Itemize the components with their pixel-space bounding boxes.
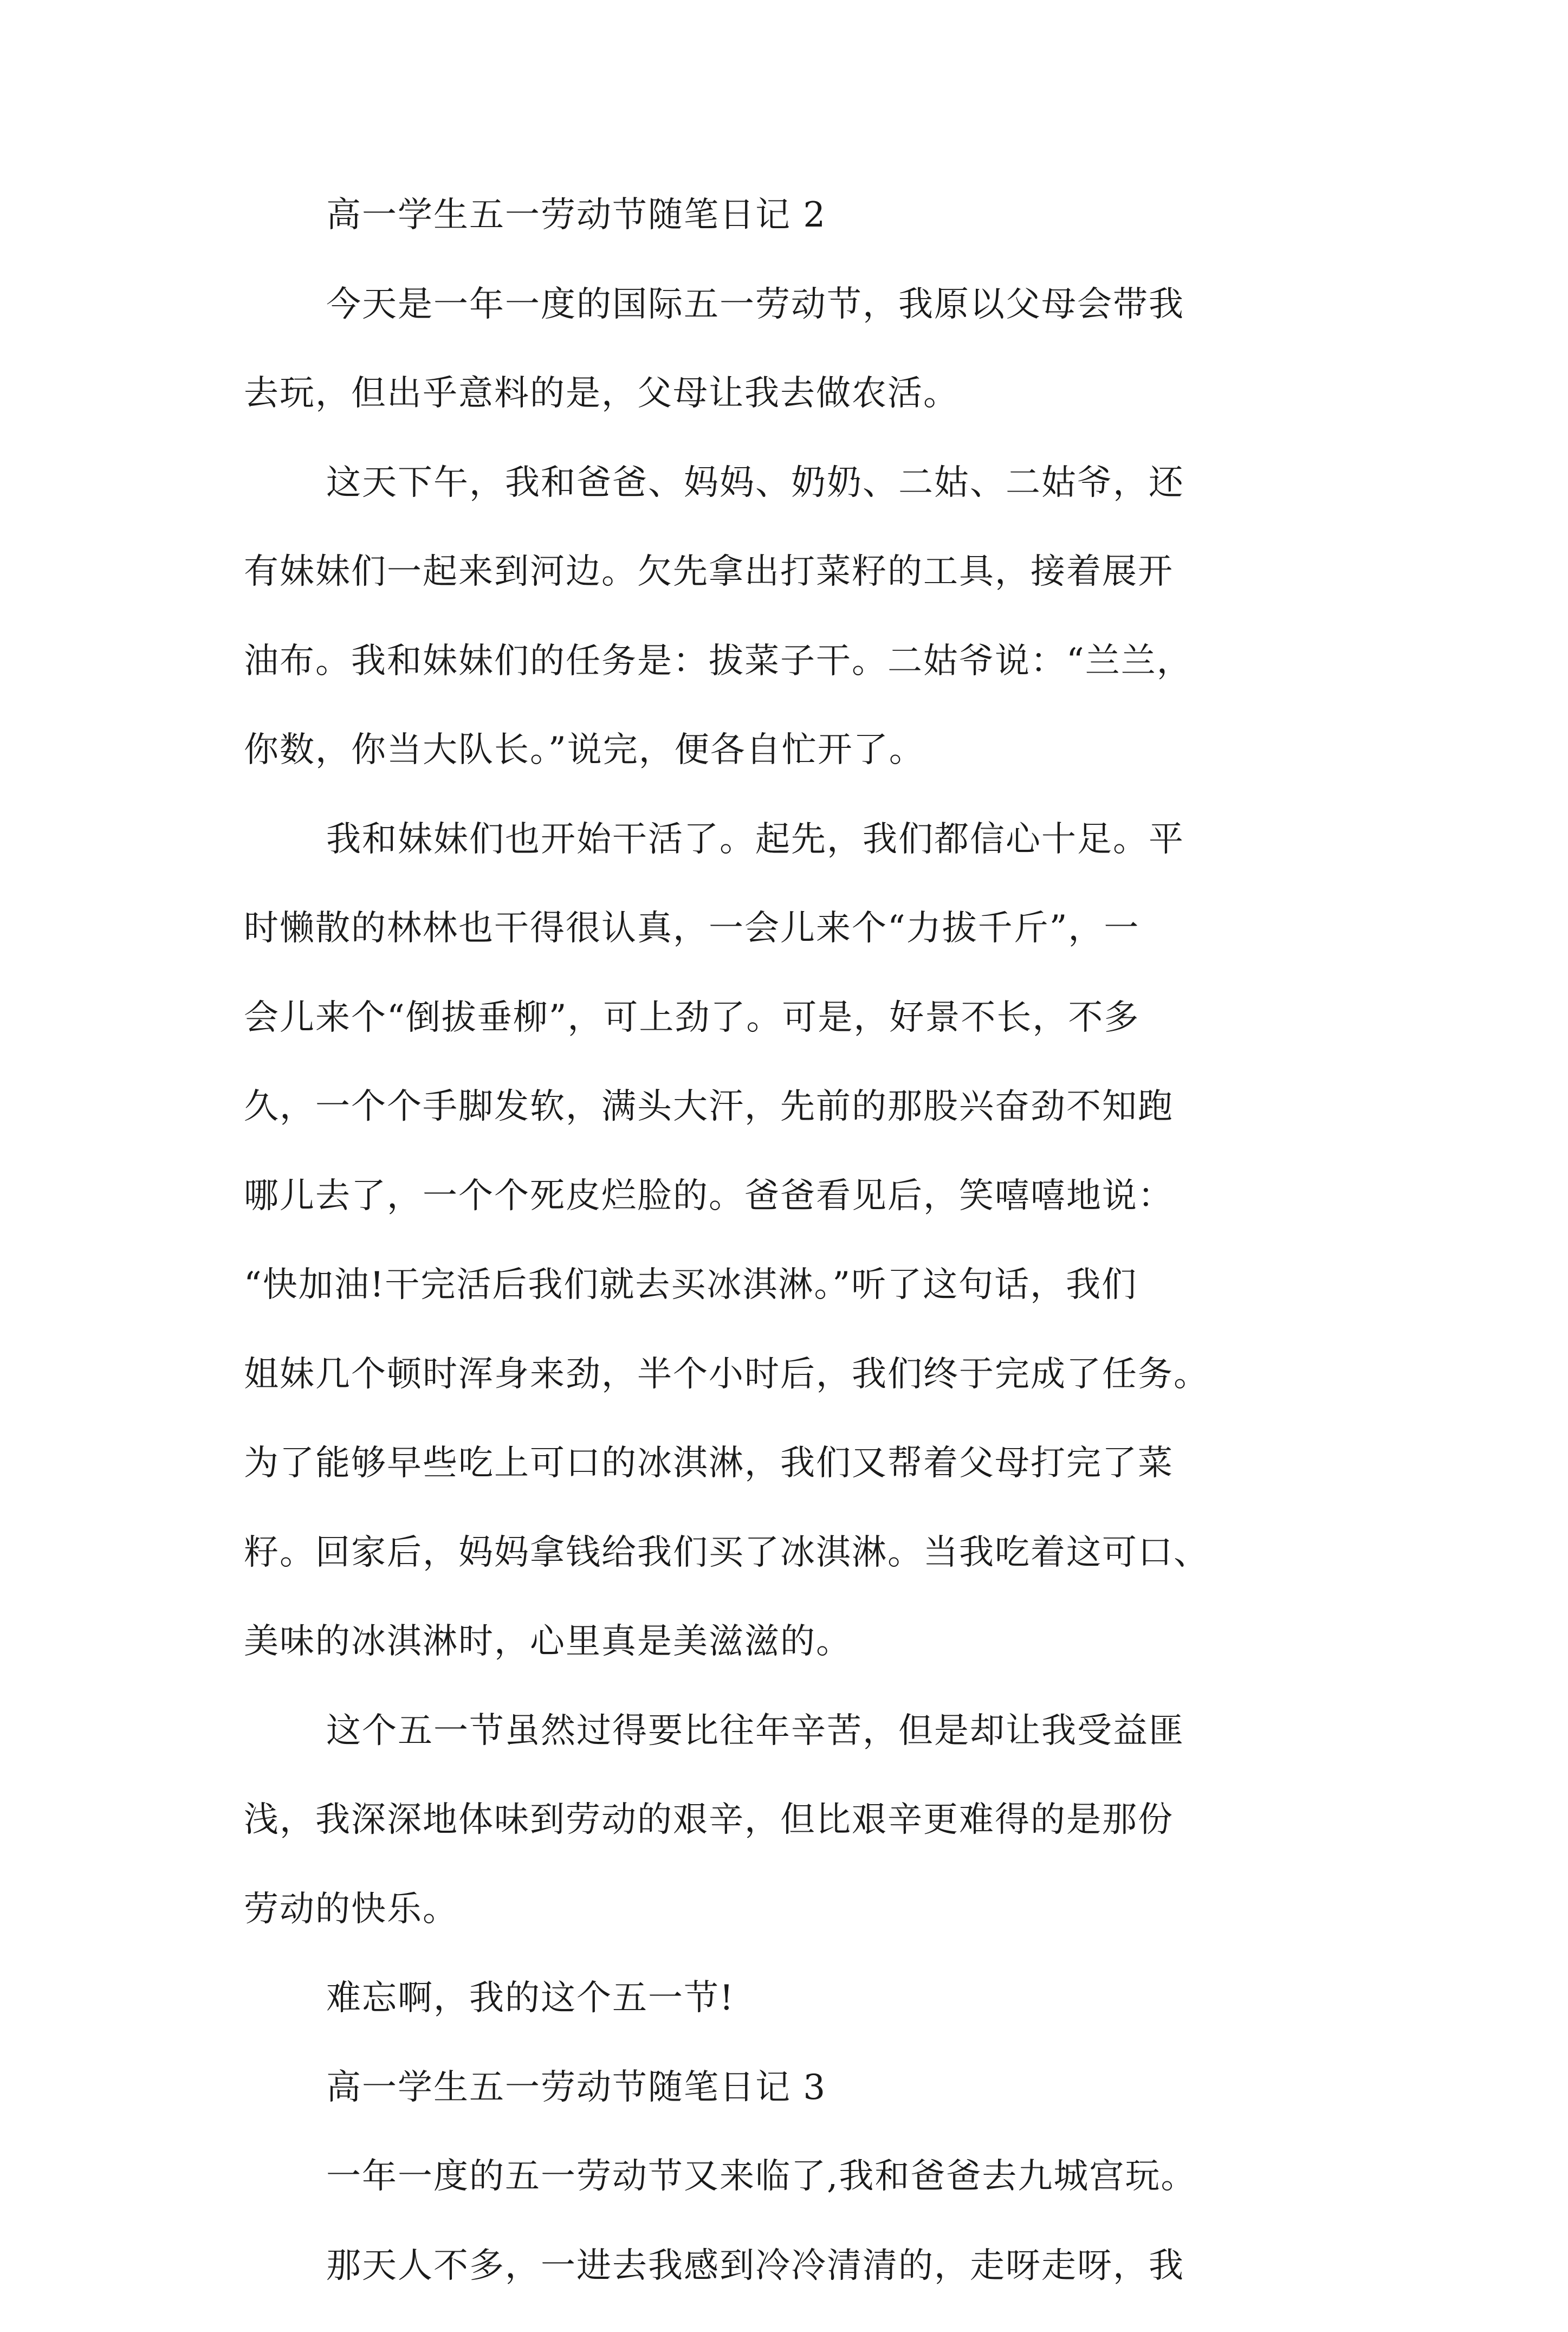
paragraph-line: 油布。我和妹妹们的任务是：拔菜子干。二姑爷说：“兰兰，	[244, 641, 1193, 681]
paragraph-line: 这天下午，我和爸爸、妈妈、奶奶、二姑、二姑爷，还	[326, 462, 1184, 503]
paragraph-line: 难忘啊，我的这个五一节!	[326, 1978, 735, 2018]
paragraph-line: 久，一个个手脚发软，满头大汗，先前的那股兴奋劲不知跑	[244, 1087, 1174, 1127]
paragraph-line: 哪儿去了，一个个死皮烂脸的。爸爸看见后，笑嘻嘻地说：	[244, 1175, 1174, 1216]
paragraph-line: 劳动的快乐。	[244, 1889, 458, 1929]
paragraph-line: 姐妹几个顿时浑身来劲，半个小时后，我们终于完成了任务。	[244, 1354, 1209, 1394]
paragraph-line: 浅，我深深地体味到劳动的艰辛，但比艰辛更难得的是那份	[244, 1800, 1174, 1840]
section-title: 高一学生五一劳动节随笔日记 3	[326, 2067, 827, 2108]
paragraph-line: 会儿来个“倒拔垂柳”，可上劲了。可是，好景不长，不多	[244, 997, 1140, 1038]
paragraph-line: “快加油!干完活后我们就去买冰淇淋。”听了这句话，我们	[244, 1265, 1138, 1305]
paragraph-line: 时懒散的林林也干得很认真，一会儿来个“力拔千斤”，一	[244, 908, 1140, 948]
paragraph-line: 去玩，但出乎意料的是，父母让我去做农活。	[244, 373, 959, 414]
document-body	[244, 192, 1333, 2332]
paragraph-line: 那天人不多，一进去我感到冷冷清清的，走呀走呀，我	[326, 2245, 1184, 2286]
paragraph-line: 籽。回家后，妈妈拿钱给我们买了冰淇淋。当我吃着这可口、	[244, 1532, 1209, 1573]
section-title: 高一学生五一劳动节随笔日记 2	[326, 195, 827, 235]
paragraph-line: 一年一度的五一劳动节又来临了,我和爸爸去九城宫玩。	[326, 2156, 1197, 2197]
paragraph-line: 为了能够早些吃上可口的冰淇淋，我们又帮着父母打完了菜	[244, 1443, 1174, 1483]
paragraph-line: 有妹妹们一起来到河边。欠先拿出打菜籽的工具，接着展开	[244, 552, 1174, 592]
paragraph-line: 今天是一年一度的国际五一劳动节，我原以父母会带我	[326, 284, 1184, 325]
paragraph-line: 美味的冰淇淋时，心里真是美滋滋的。	[244, 1622, 852, 1662]
paragraph-line: 这个五一节虽然过得要比往年辛苦，但是却让我受益匪	[326, 1710, 1184, 1751]
paragraph-line: 你数，你当大队长。”说完，便各自忙开了。	[244, 730, 925, 770]
paragraph-line: 我和妹妹们也开始干活了。起先，我们都信心十足。平	[326, 819, 1184, 860]
